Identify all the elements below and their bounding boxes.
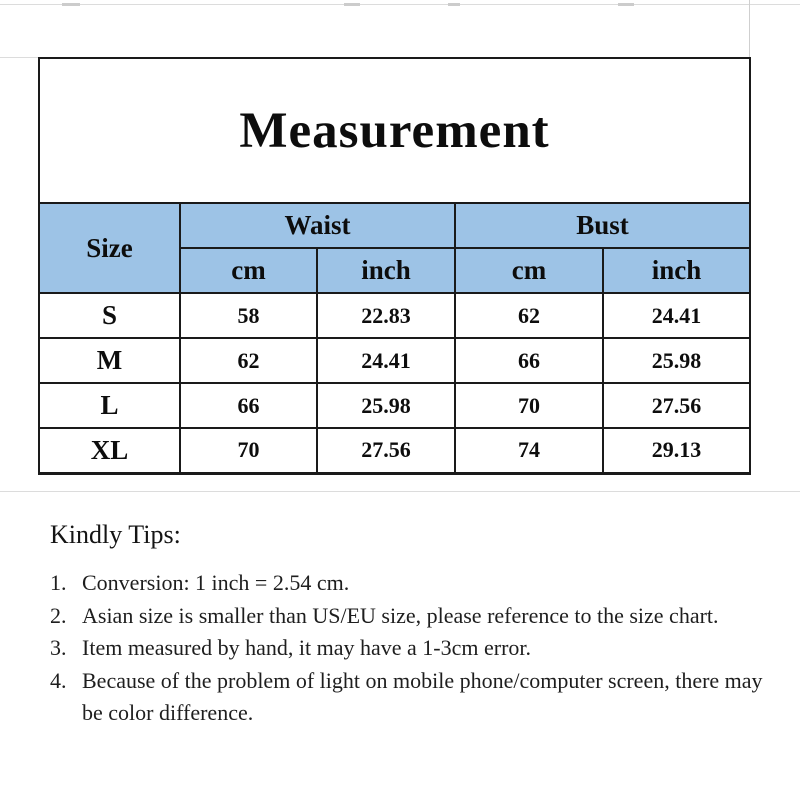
- value-cell: 58: [180, 293, 317, 338]
- value-cell: 24.41: [317, 338, 455, 383]
- bust-cm-header: cm: [455, 248, 603, 293]
- table-row: [39, 383, 750, 428]
- waist-group-header: Waist: [180, 203, 455, 248]
- value-cell: 29.13: [603, 428, 750, 473]
- table-row: [39, 293, 750, 338]
- artifact-smudge: [344, 3, 360, 6]
- table-row: [39, 338, 750, 383]
- value-cell: 27.56: [603, 383, 750, 428]
- tip-item: [50, 632, 788, 665]
- tip-item: [50, 567, 788, 600]
- value-cell: 66: [180, 383, 317, 428]
- waist-inch-header: inch: [317, 248, 455, 293]
- tip-number: 2.: [50, 602, 67, 628]
- kindly-tips-section: [50, 520, 788, 730]
- value-cell: 27.56: [317, 428, 455, 473]
- tips-heading: Kindly Tips:: [50, 520, 181, 549]
- table-row: [39, 428, 750, 473]
- size-cell: S: [39, 293, 180, 338]
- header-group-row: [39, 203, 750, 248]
- value-cell: 25.98: [317, 383, 455, 428]
- artifact-smudge: [62, 3, 80, 6]
- waist-cm-header: cm: [180, 248, 317, 293]
- artifact-left-segment: [0, 57, 38, 58]
- tip-text: Asian size is smaller than US/EU size, please reference to the size chart.: [82, 602, 719, 628]
- measurement-table: [38, 57, 751, 475]
- value-cell: 66: [455, 338, 603, 383]
- size-cell: XL: [39, 428, 180, 473]
- bust-inch-header: inch: [603, 248, 750, 293]
- tip-item: [50, 665, 788, 730]
- value-cell: 24.41: [603, 293, 750, 338]
- artifact-smudge: [448, 3, 460, 6]
- tip-text: Because of the problem of light on mobile phone/computer screen, there may be color difference.: [82, 667, 763, 725]
- tip-item: [50, 600, 788, 633]
- tip-number: 1.: [50, 570, 67, 595]
- size-cell: M: [39, 338, 180, 383]
- title-row: [39, 58, 750, 203]
- tip-text: Conversion: 1 inch = 2.54 cm.: [82, 570, 350, 595]
- size-column-header: Size: [39, 203, 180, 293]
- value-cell: 74: [455, 428, 603, 473]
- artifact-right-vline: [749, 0, 750, 58]
- artifact-top-line: [0, 4, 800, 5]
- tip-number: 3.: [50, 635, 67, 660]
- table-title: Measurement: [39, 58, 750, 203]
- tip-number: 4.: [50, 667, 67, 693]
- artifact-smudge: [618, 3, 634, 6]
- value-cell: 70: [180, 428, 317, 473]
- value-cell: 70: [455, 383, 603, 428]
- value-cell: 62: [180, 338, 317, 383]
- value-cell: 25.98: [603, 338, 750, 383]
- artifact-bottom-line: [0, 491, 800, 492]
- size-cell: L: [39, 383, 180, 428]
- value-cell: 22.83: [317, 293, 455, 338]
- value-cell: 62: [455, 293, 603, 338]
- tip-text: Item measured by hand, it may have a 1-3cm error.: [82, 635, 532, 660]
- bust-group-header: Bust: [455, 203, 750, 248]
